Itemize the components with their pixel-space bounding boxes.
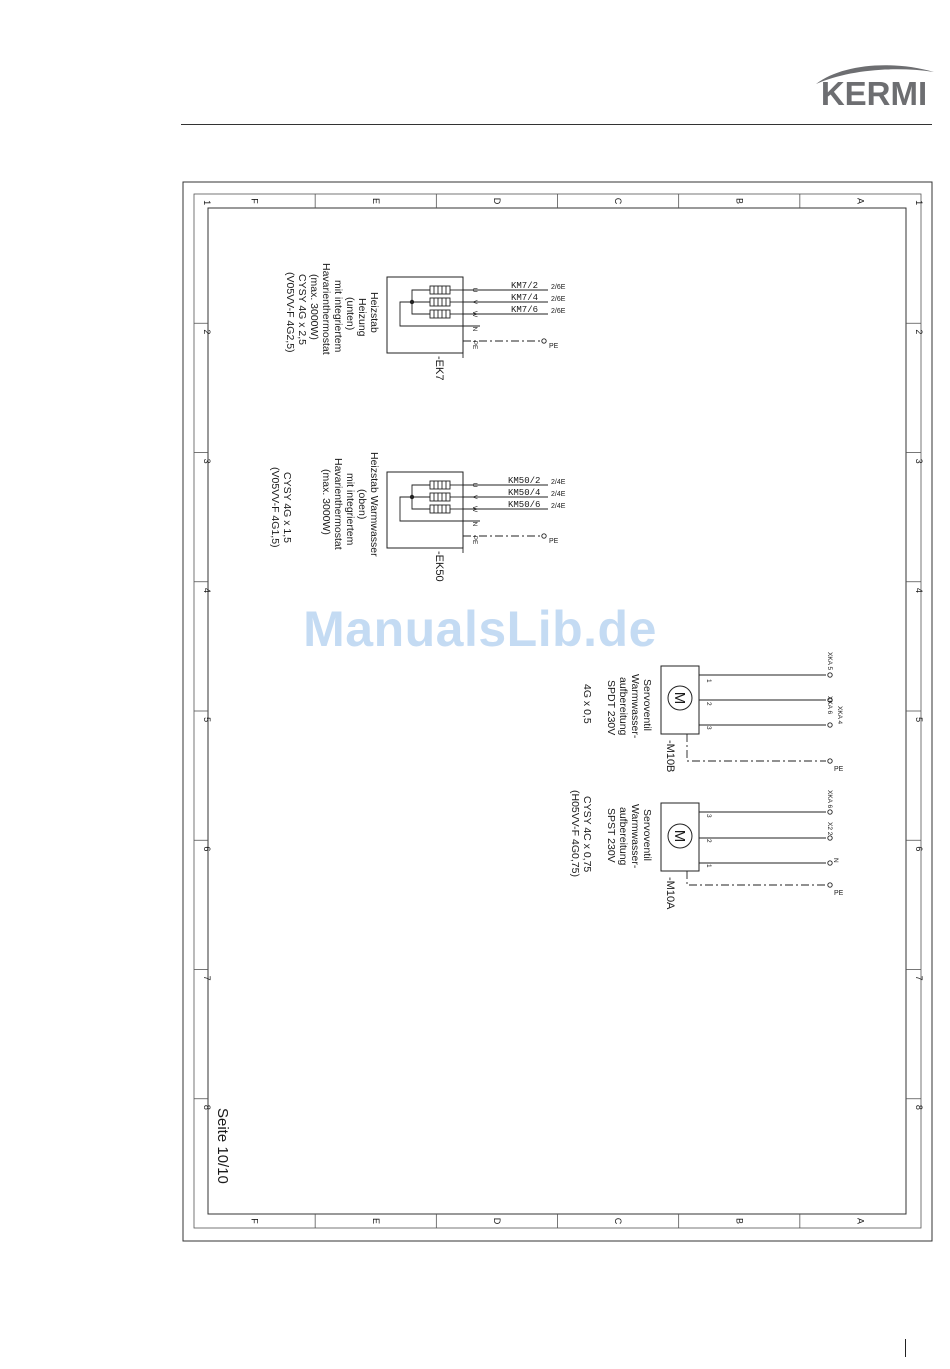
grid-row-label: 1 [914, 200, 924, 206]
ek7-pin-w: W [471, 310, 478, 318]
ek50-box [387, 472, 463, 548]
watermark: ManualsLib.de [303, 601, 657, 657]
ek50-ref-sheet-1: 2/4E [551, 479, 566, 486]
ek50-pin-pe: PE [471, 535, 478, 545]
grid-row-label: 4 [202, 587, 212, 593]
m10b-terminal-2: XKA 6 [826, 696, 833, 715]
grid-column-label: B [734, 197, 745, 205]
page-label: Seite 10/10 [214, 1108, 231, 1184]
m10b-wires [687, 673, 832, 763]
svg-text:(H05VV-F 4G0,75): (H05VV-F 4G0,75) [569, 790, 581, 877]
grid-row-label: 6 [202, 846, 212, 852]
page-edge-mark [905, 1339, 906, 1357]
grid-labels [202, 198, 924, 1225]
ek7-ref-2: KM7/4 [511, 293, 539, 303]
ek50-pin-w: W [471, 505, 478, 513]
m10a-terminal-3: N [832, 858, 839, 863]
ek50-ref-2: KM50/4 [508, 488, 541, 498]
svg-text:(V05VV-F 4G1,5): (V05VV-F 4G1,5) [269, 467, 281, 548]
grid-column-label: F [249, 198, 260, 204]
svg-text:CYSY 4C x 0,75: CYSY 4C x 0,75 [581, 796, 593, 873]
m10a-tag: -M10A [664, 877, 676, 910]
ek50-ref-sheet-2: 2/4E [551, 491, 566, 498]
ek7-ref-sheet-3: 2/6E [551, 308, 566, 315]
grid-column-label: D [491, 197, 502, 205]
m10b-pin-3: 3 [705, 726, 712, 730]
svg-text:Heizung: Heizung [356, 298, 368, 337]
grid-row-label: 2 [914, 329, 924, 335]
svg-text:(max. 3000W): (max. 3000W) [308, 274, 320, 340]
ek7-description [284, 263, 380, 355]
ek7-ref-sheet-1: 2/6E [551, 284, 566, 291]
svg-text:Heizstab Warmwasser: Heizstab Warmwasser [368, 452, 380, 557]
grid-column-label: E [370, 197, 381, 205]
m10b-terminal-pe: PE [834, 766, 844, 773]
svg-text:(unten): (unten) [344, 297, 356, 331]
grid-row-label: 2 [202, 329, 212, 335]
m10b-motor-symbol: M [671, 691, 688, 705]
grid-column-label: E [370, 1217, 381, 1225]
ek7-ref-sheet-2: 2/6E [551, 296, 566, 303]
ek50-ref-3: KM50/6 [508, 500, 541, 510]
svg-text:Heizstab: Heizstab [368, 292, 380, 333]
ek50-ref-sheet-3: 2/4E [551, 503, 566, 510]
grid-row-label: 8 [202, 1104, 212, 1110]
grid-column-label: D [491, 1217, 502, 1225]
m10a-description [569, 790, 653, 877]
ek7-box [387, 277, 463, 353]
svg-text:(oben): (oben) [356, 489, 368, 520]
logo-text: KERMI [820, 75, 928, 108]
ek50-pin-n: N [471, 521, 478, 527]
grid-row-label: 1 [202, 200, 212, 206]
component-m10a [569, 790, 844, 910]
m10b-description [581, 674, 653, 739]
svg-text:aufbereitung: aufbereitung [617, 677, 629, 736]
m10b-pin-1: 1 [705, 679, 712, 683]
ek7-tag: -EK7 [433, 356, 445, 381]
grid-row-label: 5 [914, 717, 924, 723]
m10b-terminal-1: XKA 5 [826, 652, 833, 671]
grid-row-label: 7 [202, 975, 212, 981]
ek7-ref-1: KM7/2 [511, 281, 539, 291]
svg-text:mit integriertem: mit integriertem [332, 280, 344, 353]
svg-text:Warmwasser-: Warmwasser- [629, 804, 641, 869]
component-ek7 [284, 263, 566, 380]
svg-text:Servoventil: Servoventil [641, 809, 653, 861]
grid-row-label: 5 [202, 717, 212, 723]
m10a-terminal-2: X2 2 [826, 822, 833, 836]
grid-column-label: F [249, 1218, 260, 1224]
ek50-pin-u: U [471, 482, 478, 488]
component-m10b [581, 652, 844, 773]
svg-text:(V05VV-F 4G2,5): (V05VV-F 4G2,5) [284, 272, 296, 353]
m10a-terminal-1: XKA 6 [826, 790, 833, 809]
ek7-pin-n: N [471, 326, 478, 332]
grid-row-label: 3 [914, 458, 924, 464]
grid-column-label: C [613, 197, 624, 205]
ek50-tag: -EK50 [433, 551, 445, 582]
ek50-pe-terminal: PE [549, 538, 559, 545]
svg-text:SPST 230V: SPST 230V [605, 808, 617, 863]
ek50-description [269, 452, 380, 557]
ek7-heating-elements [400, 286, 463, 326]
grid-column-label: A [855, 197, 866, 205]
svg-text:SPDT 230V: SPDT 230V [605, 680, 617, 736]
svg-text:mit integriertem: mit integriertem [344, 473, 356, 546]
grid-row-label: 7 [914, 975, 924, 981]
svg-text:Warmwasser-: Warmwasser- [629, 674, 641, 739]
ek7-pin-v: V [471, 299, 478, 305]
svg-text:4G x 0,5: 4G x 0,5 [581, 684, 593, 724]
m10a-motor-symbol: M [671, 829, 688, 843]
ek7-star-point [410, 300, 414, 304]
ek50-pin-v: V [471, 494, 478, 500]
ek7-ref-3: KM7/6 [511, 305, 539, 315]
svg-text:Havarienthermostat: Havarienthermostat [320, 263, 332, 355]
ek50-star-point [410, 495, 414, 499]
grid-row-label: 8 [914, 1104, 924, 1110]
ek50-heating-elements [400, 481, 463, 521]
m10a-terminal-pe: PE [834, 890, 844, 897]
svg-text:Servoventil: Servoventil [641, 679, 653, 731]
m10a-wires [687, 810, 832, 887]
grid-column-label: A [855, 1217, 866, 1225]
m10a-pin-1: 1 [705, 864, 712, 868]
grid-row-label: 6 [914, 846, 924, 852]
m10a-pin-2: 2 [705, 839, 712, 843]
sheet-border-inner [208, 208, 906, 1214]
m10b-terminal-3: XKA 4 [836, 706, 843, 725]
component-ek50 [269, 452, 566, 582]
m10b-pin-2: 2 [705, 702, 712, 706]
svg-text:(max. 3000W): (max. 3000W) [320, 469, 332, 535]
svg-text:CYSY 4G x 2,5: CYSY 4G x 2,5 [296, 274, 308, 346]
svg-text:aufbereitung: aufbereitung [617, 807, 629, 866]
ek7-pin-pe: PE [471, 340, 478, 350]
ek50-ref-1: KM50/2 [508, 476, 541, 486]
svg-text:CYSY 4G x 1,5: CYSY 4G x 1,5 [281, 472, 293, 544]
m10b-tag: -M10B [664, 740, 676, 773]
grid-column-label: B [734, 1217, 745, 1225]
grid-row-label: 4 [914, 587, 924, 593]
grid-column-label: C [613, 1217, 624, 1225]
grid-row-label: 3 [202, 458, 212, 464]
svg-text:Havarienthermostat: Havarienthermostat [332, 458, 344, 550]
ek7-pin-u: U [471, 287, 478, 293]
m10a-pin-3: 3 [705, 814, 712, 818]
ek7-pe-terminal: PE [549, 343, 559, 350]
